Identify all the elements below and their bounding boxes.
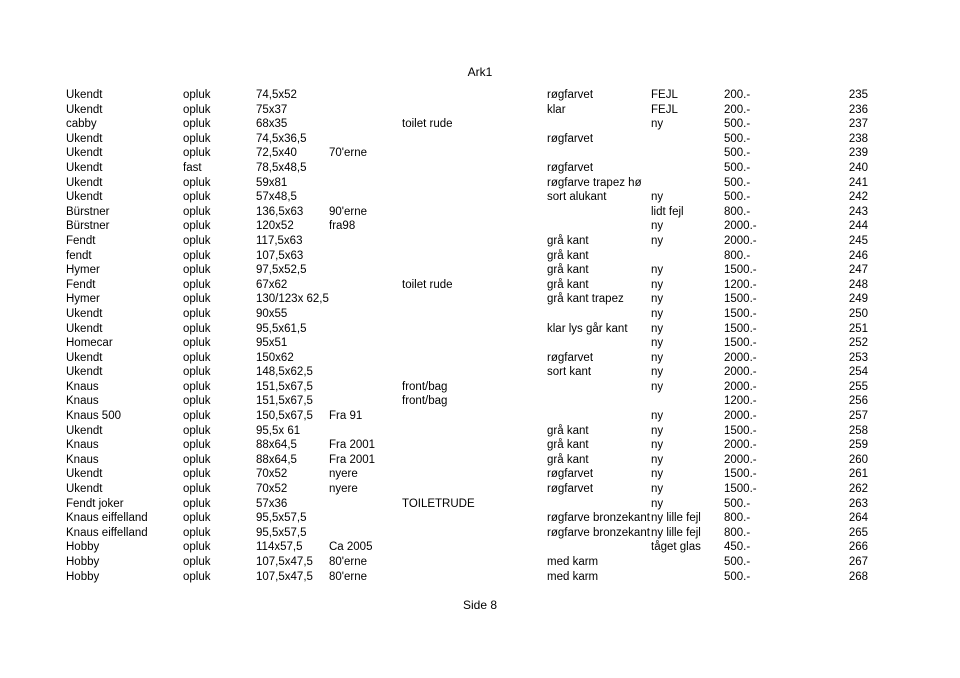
cell-brand: Ukendt (66, 191, 103, 204)
cell-glass: grå kant trapez (547, 293, 624, 306)
cell-item-number: 253 (848, 351, 868, 364)
cell-price: 500.- (724, 570, 751, 583)
cell-price: 1500.- (724, 307, 757, 320)
cell-size: 57x36 (256, 497, 288, 510)
cell-glass: grå kant (547, 439, 589, 452)
cell-condition: ny (651, 191, 664, 204)
cell-condition: ny (651, 351, 664, 364)
cell-year: nyere (329, 468, 358, 481)
page-footer: Side 8 (462, 598, 498, 612)
cell-item-number: 263 (848, 497, 868, 510)
table-row (0, 103, 960, 118)
cell-item-number: 258 (848, 424, 868, 437)
cell-condition: ny (651, 410, 664, 423)
cell-type: opluk (183, 468, 211, 481)
table-row (0, 132, 960, 147)
cell-type: opluk (183, 176, 211, 189)
table-row (0, 336, 960, 351)
cell-type: opluk (183, 103, 211, 116)
cell-item-number: 237 (848, 118, 868, 131)
cell-note: toilet rude (402, 118, 453, 131)
table-row (0, 467, 960, 482)
table-row (0, 146, 960, 161)
table-row (0, 176, 960, 191)
cell-condition: ny (651, 366, 664, 379)
cell-brand: cabby (66, 118, 97, 131)
cell-condition: lidt fejl (651, 205, 684, 218)
cell-type: opluk (183, 556, 211, 568)
cell-condition: ny (651, 220, 664, 233)
table-row (0, 380, 960, 395)
cell-glass: røgfarvet (547, 161, 594, 174)
cell-size: 150x62 (256, 351, 294, 364)
cell-condition: ny (651, 439, 664, 452)
cell-price: 500.- (724, 132, 751, 145)
cell-size: 95,5x61,5 (256, 322, 307, 335)
cell-price: 2000.- (724, 453, 757, 466)
table-row (0, 219, 960, 234)
cell-brand: Ukendt (66, 307, 103, 320)
cell-size: 75x37 (256, 103, 288, 116)
cell-size: 130/123x 62,5 (256, 293, 329, 306)
cell-glass: med karm (547, 570, 599, 583)
cell-brand: Knaus 500 (66, 410, 121, 423)
cell-item-number: 259 (848, 439, 868, 452)
table-row (0, 570, 960, 585)
cell-item-number: 248 (848, 278, 868, 291)
cell-size: 97,5x52,5 (256, 264, 307, 277)
cell-type: opluk (183, 541, 211, 554)
cell-item-number: 267 (848, 556, 868, 568)
cell-condition: ny lille fejl (651, 526, 701, 539)
table-row (0, 453, 960, 468)
table-row (0, 555, 960, 570)
cell-type: opluk (183, 322, 211, 335)
cell-year: 70'erne (329, 147, 368, 160)
cell-item-number: 262 (848, 483, 868, 496)
cell-type: opluk (183, 424, 211, 437)
cell-price: 200.- (724, 89, 751, 101)
cell-price: 2000.- (724, 234, 757, 247)
cell-brand: Knaus (66, 439, 99, 452)
cell-condition: ny (651, 293, 664, 306)
cell-price: 450.- (724, 541, 751, 554)
cell-condition: ny (651, 278, 664, 291)
sheet-title: Ark1 (467, 65, 493, 79)
table-row (0, 322, 960, 337)
cell-year: Fra 91 (329, 410, 363, 423)
cell-brand: Hobby (66, 570, 100, 583)
cell-type: opluk (183, 439, 211, 452)
cell-glass: grå kant (547, 249, 589, 262)
cell-item-number: 254 (848, 366, 868, 379)
cell-condition: ny (651, 264, 664, 277)
cell-glass: røgfarve bronzekant (547, 512, 650, 525)
cell-note: toilet rude (402, 278, 453, 291)
table-row (0, 161, 960, 176)
cell-type: opluk (183, 410, 211, 423)
cell-type: opluk (183, 337, 211, 350)
cell-brand: Hymer (66, 293, 100, 306)
cell-note: TOILETRUDE (402, 497, 475, 510)
cell-price: 500.- (724, 118, 751, 131)
cell-price: 800.- (724, 512, 751, 525)
cell-type: opluk (183, 264, 211, 277)
cell-condition: ny (651, 483, 664, 496)
cell-price: 2000.- (724, 380, 757, 393)
cell-condition: ny (651, 118, 664, 131)
cell-condition: ny (651, 453, 664, 466)
cell-size: 148,5x62,5 (256, 366, 313, 379)
table-row (0, 205, 960, 220)
cell-condition: ny (651, 468, 664, 481)
cell-price: 2000.- (724, 410, 757, 423)
cell-condition: ny (651, 337, 664, 350)
cell-type: opluk (183, 234, 211, 247)
cell-type: opluk (183, 483, 211, 496)
cell-size: 78,5x48,5 (256, 161, 307, 174)
cell-price: 500.- (724, 191, 751, 204)
cell-glass: røgfarvet (547, 351, 594, 364)
cell-brand: Ukendt (66, 147, 103, 160)
cell-glass: grå kant (547, 424, 589, 437)
cell-brand: Ukendt (66, 161, 103, 174)
cell-type: opluk (183, 366, 211, 379)
cell-price: 1500.- (724, 264, 757, 277)
cell-brand: Ukendt (66, 322, 103, 335)
cell-size: 74,5x36,5 (256, 132, 307, 145)
cell-brand: Hymer (66, 264, 100, 277)
cell-type: opluk (183, 118, 211, 131)
cell-price: 2000.- (724, 351, 757, 364)
cell-size: 151,5x67,5 (256, 380, 313, 393)
cell-item-number: 266 (848, 541, 868, 554)
cell-type: opluk (183, 453, 211, 466)
table-row (0, 365, 960, 380)
table-row (0, 394, 960, 409)
cell-glass: røgfarvet (547, 132, 594, 145)
cell-size: 117,5x63 (256, 234, 303, 247)
table-row (0, 249, 960, 264)
cell-price: 1200.- (724, 278, 757, 291)
cell-size: 107,5x63 (256, 249, 304, 262)
cell-condition: FEJL (651, 89, 678, 101)
cell-price: 1200.- (724, 395, 757, 408)
cell-price: 1500.- (724, 424, 757, 437)
cell-brand: Fendt (66, 278, 96, 291)
table-row (0, 438, 960, 453)
cell-price: 500.- (724, 497, 751, 510)
cell-glass: grå kant (547, 453, 589, 466)
cell-condition: ny (651, 322, 664, 335)
cell-size: 67x62 (256, 278, 288, 291)
cell-note: front/bag (402, 380, 448, 393)
cell-brand: Ukendt (66, 483, 103, 496)
cell-type: opluk (183, 380, 211, 393)
cell-brand: Ukendt (66, 351, 103, 364)
cell-note: front/bag (402, 395, 448, 408)
cell-brand: fendt (66, 249, 92, 262)
cell-item-number: 252 (848, 337, 868, 350)
cell-brand: Fendt (66, 234, 96, 247)
cell-brand: Ukendt (66, 132, 103, 145)
cell-item-number: 240 (848, 161, 868, 174)
cell-year: 90'erne (329, 205, 368, 218)
cell-size: 95,5x57,5 (256, 526, 307, 539)
cell-price: 500.- (724, 556, 751, 568)
table-row (0, 482, 960, 497)
cell-glass: røgfarvet (547, 483, 594, 496)
table-row (0, 511, 960, 526)
cell-item-number: 257 (848, 410, 868, 423)
cell-brand: Ukendt (66, 424, 103, 437)
cell-item-number: 249 (848, 293, 868, 306)
cell-type: opluk (183, 89, 211, 101)
cell-size: 59x81 (256, 176, 288, 189)
cell-brand: Bürstner (66, 205, 110, 218)
cell-brand: Knaus (66, 453, 99, 466)
cell-type: opluk (183, 278, 211, 291)
cell-condition: ny (651, 424, 664, 437)
cell-size: 136,5x63 (256, 205, 304, 218)
cell-glass: røgfarve bronzekant (547, 526, 650, 539)
cell-brand: Ukendt (66, 103, 103, 116)
cell-price: 1500.- (724, 483, 757, 496)
table-row (0, 409, 960, 424)
cell-condition: ny (651, 234, 664, 247)
cell-price: 1500.- (724, 322, 757, 335)
table-row (0, 307, 960, 322)
cell-type: opluk (183, 220, 211, 233)
table-row (0, 292, 960, 307)
cell-type: opluk (183, 497, 211, 510)
cell-price: 500.- (724, 147, 751, 160)
cell-size: 150,5x67,5 (256, 410, 313, 423)
cell-size: 88x64,5 (256, 439, 297, 452)
cell-price: 200.- (724, 103, 751, 116)
cell-item-number: 256 (848, 395, 868, 408)
cell-size: 88x64,5 (256, 453, 297, 466)
cell-item-number: 235 (848, 89, 868, 101)
cell-type: opluk (183, 512, 211, 525)
cell-type: opluk (183, 147, 211, 160)
cell-brand: Hobby (66, 541, 100, 554)
cell-price: 1500.- (724, 468, 757, 481)
table-row (0, 278, 960, 293)
cell-size: 107,5x47,5 (256, 570, 313, 583)
cell-size: 57x48,5 (256, 191, 297, 204)
cell-brand: Knaus eiffelland (66, 512, 148, 525)
cell-brand: Knaus (66, 380, 99, 393)
cell-size: 68x35 (256, 118, 288, 131)
cell-type: opluk (183, 395, 211, 408)
cell-price: 2000.- (724, 366, 757, 379)
cell-size: 120x52 (256, 220, 294, 233)
cell-brand: Ukendt (66, 176, 103, 189)
cell-condition: ny (651, 497, 664, 510)
cell-condition: ny (651, 307, 664, 320)
cell-brand: Knaus (66, 395, 99, 408)
cell-type: opluk (183, 307, 211, 320)
cell-glass: sort kant (547, 366, 592, 379)
table-row (0, 351, 960, 366)
cell-price: 800.- (724, 205, 751, 218)
cell-item-number: 239 (848, 147, 868, 160)
cell-size: 114x57,5 (256, 541, 303, 554)
cell-type: opluk (183, 205, 211, 218)
cell-size: 95x51 (256, 337, 288, 350)
cell-type: opluk (183, 293, 211, 306)
cell-glass: klar lys går kant (547, 322, 628, 335)
cell-condition: ny lille fejl (651, 512, 701, 525)
cell-price: 800.- (724, 249, 751, 262)
cell-glass: røgfarve trapez hø (547, 176, 642, 189)
cell-brand: Homecar (66, 337, 113, 350)
cell-item-number: 236 (848, 103, 868, 116)
cell-item-number: 265 (848, 526, 868, 539)
cell-brand: Knaus eiffelland (66, 526, 148, 539)
table-row (0, 497, 960, 512)
cell-item-number: 264 (848, 512, 868, 525)
cell-size: 74,5x52 (256, 89, 297, 101)
cell-brand: Ukendt (66, 366, 103, 379)
cell-year: Fra 2001 (329, 453, 376, 466)
table-row (0, 526, 960, 541)
cell-condition: ny (651, 380, 664, 393)
table-row (0, 540, 960, 555)
cell-glass: røgfarvet (547, 89, 594, 101)
cell-year: Ca 2005 (329, 541, 373, 554)
cell-size: 95,5x57,5 (256, 512, 307, 525)
cell-item-number: 243 (848, 205, 868, 218)
cell-size: 70x52 (256, 468, 288, 481)
cell-brand: Ukendt (66, 89, 103, 101)
cell-item-number: 268 (848, 570, 868, 583)
cell-price: 800.- (724, 526, 751, 539)
cell-type: opluk (183, 132, 211, 145)
cell-size: 107,5x47,5 (256, 556, 313, 568)
cell-type: opluk (183, 191, 211, 204)
cell-glass: grå kant (547, 234, 589, 247)
table-row (0, 263, 960, 278)
cell-item-number: 247 (848, 264, 868, 277)
cell-glass: grå kant (547, 264, 589, 277)
table-row (0, 424, 960, 439)
cell-price: 1500.- (724, 293, 757, 306)
cell-type: fast (183, 161, 202, 174)
table-row (0, 234, 960, 249)
cell-item-number: 250 (848, 307, 868, 320)
cell-item-number: 261 (848, 468, 868, 481)
cell-glass: klar (547, 103, 566, 116)
cell-size: 72,5x40 (256, 147, 297, 160)
cell-price: 1500.- (724, 337, 757, 350)
table-row (0, 88, 960, 103)
cell-price: 2000.- (724, 220, 757, 233)
cell-price: 500.- (724, 176, 751, 189)
cell-item-number: 260 (848, 453, 868, 466)
cell-year: nyere (329, 483, 358, 496)
cell-item-number: 251 (848, 322, 868, 335)
cell-condition: tåget glas (651, 541, 701, 554)
cell-glass: sort alukant (547, 191, 607, 204)
cell-type: opluk (183, 351, 211, 364)
cell-year: fra98 (329, 220, 356, 233)
table-row (0, 190, 960, 205)
cell-type: opluk (183, 526, 211, 539)
cell-brand: Bürstner (66, 220, 110, 233)
cell-item-number: 245 (848, 234, 868, 247)
cell-item-number: 244 (848, 220, 868, 233)
cell-item-number: 246 (848, 249, 868, 262)
cell-brand: Fendt joker (66, 497, 124, 510)
table-row (0, 117, 960, 132)
cell-size: 70x52 (256, 483, 288, 496)
cell-type: opluk (183, 570, 211, 583)
cell-glass: røgfarvet (547, 468, 594, 481)
cell-condition: FEJL (651, 103, 678, 116)
cell-price: 500.- (724, 161, 751, 174)
cell-year: 80'erne (329, 570, 368, 583)
cell-type: opluk (183, 249, 211, 262)
cell-price: 2000.- (724, 439, 757, 452)
cell-item-number: 241 (848, 176, 868, 189)
cell-glass: med karm (547, 556, 599, 568)
cell-item-number: 238 (848, 132, 868, 145)
cell-year: Fra 2001 (329, 439, 376, 452)
cell-item-number: 255 (848, 380, 868, 393)
cell-item-number: 242 (848, 191, 868, 204)
cell-year: 80'erne (329, 556, 368, 568)
cell-size: 151,5x67,5 (256, 395, 313, 408)
cell-brand: Hobby (66, 556, 100, 568)
cell-glass: grå kant (547, 278, 589, 291)
cell-brand: Ukendt (66, 468, 103, 481)
cell-size: 95,5x 61 (256, 424, 301, 437)
data-table (0, 88, 960, 584)
cell-size: 90x55 (256, 307, 288, 320)
